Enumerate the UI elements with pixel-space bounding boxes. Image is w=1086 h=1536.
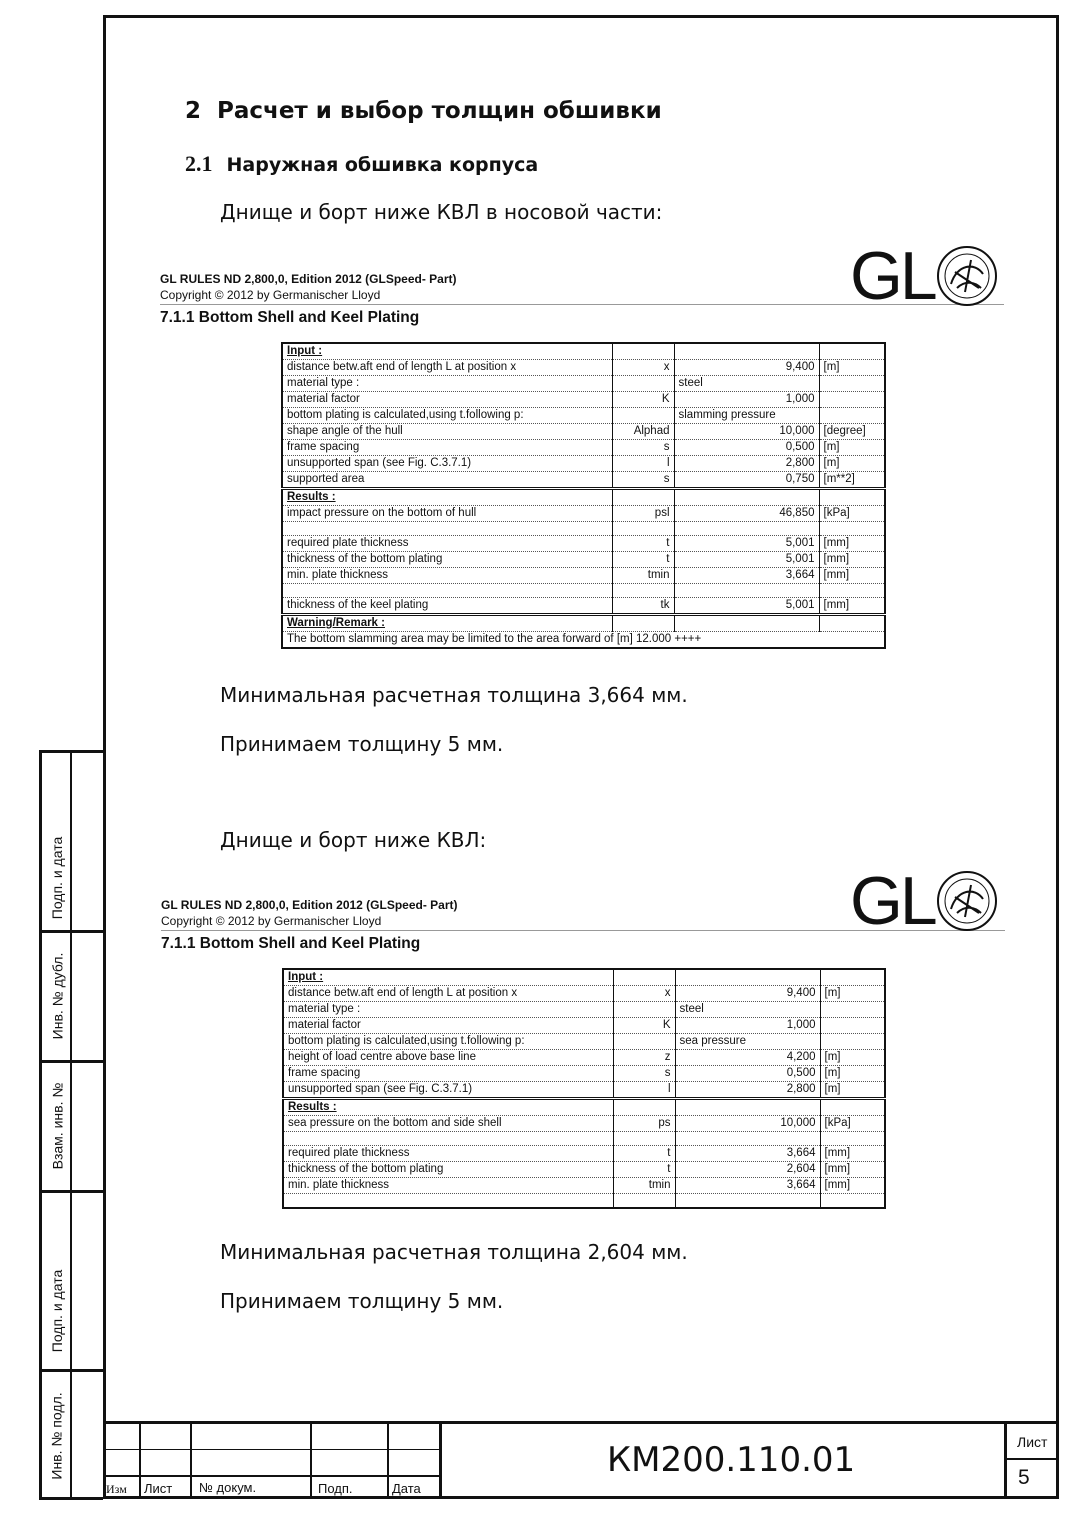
- table-cell: [612, 343, 674, 360]
- table-cell: Input :: [283, 969, 613, 986]
- table-row: [283, 1132, 885, 1146]
- table-cell: [m]: [819, 360, 885, 376]
- table-cell: [mm]: [820, 1146, 885, 1162]
- table-cell: 1,000: [675, 1018, 820, 1034]
- side-label-podp-data-2: Подп. и дата: [49, 1269, 65, 1352]
- table-cell: unsupported span (see Fig. C.3.7.1): [283, 1082, 613, 1099]
- block1-section-title: 7.1.1 Bottom Shell and Keel Plating: [160, 309, 420, 326]
- table-cell: [m]: [819, 456, 885, 472]
- gl-seal-icon: [935, 869, 999, 933]
- table-cell: material factor: [282, 392, 612, 408]
- table-cell: [282, 584, 612, 598]
- table-row: [282, 472, 885, 489]
- table-cell: [m**2]: [819, 472, 885, 489]
- table-cell: [m]: [819, 440, 885, 456]
- block2-intro: Днище и борт ниже КВЛ:: [220, 828, 487, 852]
- table-cell: [mm]: [819, 536, 885, 552]
- table-cell: [820, 1099, 885, 1116]
- table-cell: frame spacing: [282, 440, 612, 456]
- table-row: [283, 1034, 885, 1050]
- block2-copyright: Copyright © 2012 by Germanischer Lloyd: [161, 914, 382, 928]
- block2-gl-logo: [850, 863, 999, 939]
- table-row: [282, 408, 885, 424]
- gl-seal-icon: [935, 244, 999, 308]
- table-cell: impact pressure on the bottom of hull: [282, 506, 612, 522]
- results-header-row: [283, 1099, 885, 1116]
- block1-rules-line: GL RULES ND 2,800,0, Edition 2012 (GLSpeed- Part): [160, 272, 457, 286]
- table-row: [282, 536, 885, 552]
- table-row: [283, 1178, 885, 1194]
- table-cell: [degree]: [819, 424, 885, 440]
- table-row: [282, 552, 885, 568]
- warning-header-row: [282, 615, 885, 632]
- table-cell: K: [613, 1018, 675, 1034]
- table-row: [282, 360, 885, 376]
- table-cell: min. plate thickness: [282, 568, 612, 584]
- title-block-col-line: [139, 1421, 141, 1499]
- input-header-row: [282, 343, 885, 360]
- table-cell: 2,604: [675, 1162, 820, 1178]
- subsection-heading: 2.1 Наружная обшивка корпуса: [185, 151, 539, 176]
- table-row: [282, 392, 885, 408]
- table-cell: Warning/Remark :: [282, 615, 612, 632]
- table-row: [282, 424, 885, 440]
- table-cell: t: [613, 1162, 675, 1178]
- table-row: [283, 1194, 885, 1209]
- table-cell: [675, 1132, 820, 1146]
- title-block-col-line: [387, 1421, 389, 1499]
- table-row: [283, 1162, 885, 1178]
- block1-intro: Днище и борт ниже КВЛ в носовой части:: [220, 200, 663, 224]
- table-cell: 0,500: [675, 1066, 820, 1082]
- table-cell: [820, 969, 885, 986]
- table-cell: s: [613, 1066, 675, 1082]
- table-cell: 9,400: [674, 360, 819, 376]
- table-cell: distance betw.aft end of length L at position x: [283, 986, 613, 1002]
- table-cell: [m]: [820, 986, 885, 1002]
- side-stamp-line: [42, 1369, 103, 1372]
- table-cell: [kPa]: [819, 506, 885, 522]
- block1-conclusion-accept: Принимаем толщину 5 мм.: [220, 732, 504, 756]
- table-cell: [mm]: [820, 1162, 885, 1178]
- table-cell: [819, 489, 885, 506]
- side-stamp-divider: [70, 753, 72, 1497]
- table-cell: 10,000: [675, 1116, 820, 1132]
- table-cell: [819, 408, 885, 424]
- table-cell: [674, 343, 819, 360]
- table-cell: x: [613, 986, 675, 1002]
- table-cell: 5,001: [674, 552, 819, 568]
- table-cell: [mm]: [820, 1178, 885, 1194]
- table-cell: t: [612, 536, 674, 552]
- table-cell: bottom plating is calculated,using t.following p:: [283, 1034, 613, 1050]
- title-block-col-line: [310, 1421, 312, 1499]
- table-cell: [613, 1034, 675, 1050]
- table-row: [283, 1116, 885, 1132]
- table-cell: frame spacing: [283, 1066, 613, 1082]
- side-label-inv-podl: Инв. № подл.: [49, 1391, 65, 1480]
- table-cell: tmin: [612, 568, 674, 584]
- table-cell: The bottom slamming area may be limited to the area forward of [m] 12.000 ++++: [287, 633, 702, 645]
- table-cell: tk: [612, 598, 674, 615]
- table-cell: [282, 522, 612, 536]
- table-cell: required plate thickness: [282, 536, 612, 552]
- table-cell: sea pressure on the bottom and side shell: [283, 1116, 613, 1132]
- table-row: [282, 522, 885, 536]
- table-cell: [674, 584, 819, 598]
- table-cell: t: [612, 552, 674, 568]
- table-row: [282, 376, 885, 392]
- title-block-sheet-line: [1005, 1458, 1059, 1460]
- table-cell: [820, 1002, 885, 1018]
- table-cell: 5,001: [674, 536, 819, 552]
- table-cell: 3,664: [675, 1178, 820, 1194]
- table-cell: unsupported span (see Fig. C.3.7.1): [282, 456, 612, 472]
- sheet-number: 5: [1018, 1466, 1030, 1489]
- block2-conclusion-min: Минимальная расчетная толщина 2,604 мм.: [220, 1240, 688, 1264]
- table-cell: Input :: [282, 343, 612, 360]
- table-cell: shape angle of the hull: [282, 424, 612, 440]
- table-cell: [674, 522, 819, 536]
- table-cell: [612, 615, 674, 632]
- block2-rules-line: GL RULES ND 2,800,0, Edition 2012 (GLSpeed- Part): [161, 898, 458, 912]
- table-cell: [820, 1018, 885, 1034]
- block1-calc-table: [281, 342, 886, 649]
- table-row: [282, 598, 885, 615]
- table-cell: Results :: [283, 1099, 613, 1116]
- table-cell: z: [613, 1050, 675, 1066]
- table-cell: [819, 522, 885, 536]
- table-cell: required plate thickness: [283, 1146, 613, 1162]
- table-cell: [m]: [820, 1082, 885, 1099]
- table-cell: 9,400: [675, 986, 820, 1002]
- table-row: [282, 584, 885, 598]
- title-block-podp: Подп.: [318, 1481, 353, 1496]
- table-cell: [820, 1132, 885, 1146]
- table-row: [283, 986, 885, 1002]
- table-cell: [820, 1194, 885, 1209]
- table-cell: 0,500: [674, 440, 819, 456]
- table-cell: s: [612, 472, 674, 489]
- table-cell: Alphad: [612, 424, 674, 440]
- table-cell: supported area: [282, 472, 612, 489]
- block2-conclusion-accept: Принимаем толщину 5 мм.: [220, 1289, 504, 1313]
- table-cell: 46,850: [674, 506, 819, 522]
- block2-calc-table: [282, 968, 886, 1209]
- table-cell: [819, 392, 885, 408]
- table-cell: 0,750: [674, 472, 819, 489]
- table-cell: [612, 522, 674, 536]
- table-cell: [675, 1194, 820, 1209]
- title-block-col-line: [190, 1421, 192, 1499]
- table-cell: [819, 376, 885, 392]
- table-row: [283, 1018, 885, 1034]
- table-cell: min. plate thickness: [283, 1178, 613, 1194]
- table-row: [282, 568, 885, 584]
- table-cell: 4,200: [675, 1050, 820, 1066]
- table-cell: 3,664: [675, 1146, 820, 1162]
- block2-section-title: 7.1.1 Bottom Shell and Keel Plating: [161, 935, 421, 952]
- table-cell: K: [612, 392, 674, 408]
- table-cell: sea pressure: [675, 1034, 820, 1050]
- table-cell: steel: [675, 1002, 820, 1018]
- table-cell: 5,001: [674, 598, 819, 615]
- title-block-row-line: [103, 1449, 440, 1450]
- table-cell: [819, 615, 885, 632]
- table-cell: [613, 1099, 675, 1116]
- title-block-izm: Изм: [106, 1482, 127, 1496]
- table-cell: [820, 1034, 885, 1050]
- block1-gl-logo: [850, 238, 999, 314]
- side-stamp-line: [42, 1190, 103, 1193]
- warning-row: [282, 632, 885, 649]
- table-cell: [612, 408, 674, 424]
- table-cell: [674, 615, 819, 632]
- block1-conclusion-min: Минимальная расчетная толщина 3,664 мм.: [220, 683, 688, 707]
- side-label-inv-dubl: Инв. № дубл.: [49, 952, 66, 1039]
- sheet-label: Лист: [1017, 1434, 1048, 1450]
- table-cell: 10,000: [674, 424, 819, 440]
- section-heading: 2 Расчет и выбор толщин обшивки: [185, 98, 662, 124]
- table-cell: [m]: [820, 1050, 885, 1066]
- table-cell: 3,664: [674, 568, 819, 584]
- table-cell: x: [612, 360, 674, 376]
- table-cell: 1,000: [674, 392, 819, 408]
- table-cell: 2,800: [675, 1082, 820, 1099]
- table-cell: [612, 376, 674, 392]
- results-header-row: [282, 489, 885, 506]
- table-cell: material type :: [283, 1002, 613, 1018]
- table-cell: psl: [612, 506, 674, 522]
- table-cell: [613, 1132, 675, 1146]
- table-cell: [283, 1132, 613, 1146]
- table-row: [283, 1082, 885, 1099]
- table-cell: slamming pressure: [674, 408, 819, 424]
- table-cell: [mm]: [819, 568, 885, 584]
- table-row: [282, 506, 885, 522]
- table-cell: [613, 1194, 675, 1209]
- table-cell: s: [612, 440, 674, 456]
- table-cell: [675, 1099, 820, 1116]
- table-cell: [283, 1194, 613, 1209]
- table-cell: thickness of the bottom plating: [282, 552, 612, 568]
- table-cell: [mm]: [819, 552, 885, 568]
- table-cell: height of load centre above base line: [283, 1050, 613, 1066]
- table-cell: t: [613, 1146, 675, 1162]
- table-cell: [kPa]: [820, 1116, 885, 1132]
- table-cell: material factor: [283, 1018, 613, 1034]
- title-block-top-line: [103, 1421, 1059, 1424]
- table-cell: [613, 969, 675, 986]
- side-label-podp-data-1: Подп. и дата: [49, 836, 65, 920]
- table-cell: [674, 489, 819, 506]
- table-row: [282, 456, 885, 472]
- table-cell: [612, 584, 674, 598]
- table-cell: [612, 489, 674, 506]
- table-cell: l: [612, 456, 674, 472]
- table-cell: [675, 969, 820, 986]
- table-cell: distance betw.aft end of length L at position x: [282, 360, 612, 376]
- table-cell: [m]: [820, 1066, 885, 1082]
- table-cell: Results :: [282, 489, 612, 506]
- title-block-col-line: [1004, 1421, 1007, 1499]
- table-cell: [819, 343, 885, 360]
- table-cell: thickness of the keel plating: [282, 598, 612, 615]
- table-cell: 2,800: [674, 456, 819, 472]
- table-cell: [mm]: [819, 598, 885, 615]
- title-block-data: Дата: [392, 1481, 421, 1496]
- document-code: КМ200.110.01: [607, 1440, 856, 1480]
- gl-logo-text: GL: [850, 238, 935, 314]
- table-cell: ps: [613, 1116, 675, 1132]
- title-block-list: Лист: [144, 1481, 173, 1496]
- table-row: [283, 1066, 885, 1082]
- table-cell: thickness of the bottom plating: [283, 1162, 613, 1178]
- table-cell: material type :: [282, 376, 612, 392]
- table-cell: steel: [674, 376, 819, 392]
- table-row: [282, 440, 885, 456]
- title-block-col-line: [439, 1421, 442, 1499]
- side-label-vzam-inv: Взам. инв. №: [49, 1082, 66, 1169]
- title-block-row-line: [103, 1475, 440, 1477]
- table-row: [283, 1002, 885, 1018]
- table-cell: [819, 584, 885, 598]
- gl-logo-text: GL: [850, 863, 935, 939]
- table-row: [283, 1146, 885, 1162]
- table-cell: [613, 1002, 675, 1018]
- block1-copyright: Copyright © 2012 by Germanischer Lloyd: [160, 288, 381, 302]
- table-cell: bottom plating is calculated,using t.following p:: [282, 408, 612, 424]
- table-cell: l: [613, 1082, 675, 1099]
- title-block-dokum: № докум.: [199, 1480, 257, 1495]
- input-header-row: [283, 969, 885, 986]
- table-cell: tmin: [613, 1178, 675, 1194]
- table-row: [283, 1050, 885, 1066]
- side-stamp: [39, 750, 103, 1500]
